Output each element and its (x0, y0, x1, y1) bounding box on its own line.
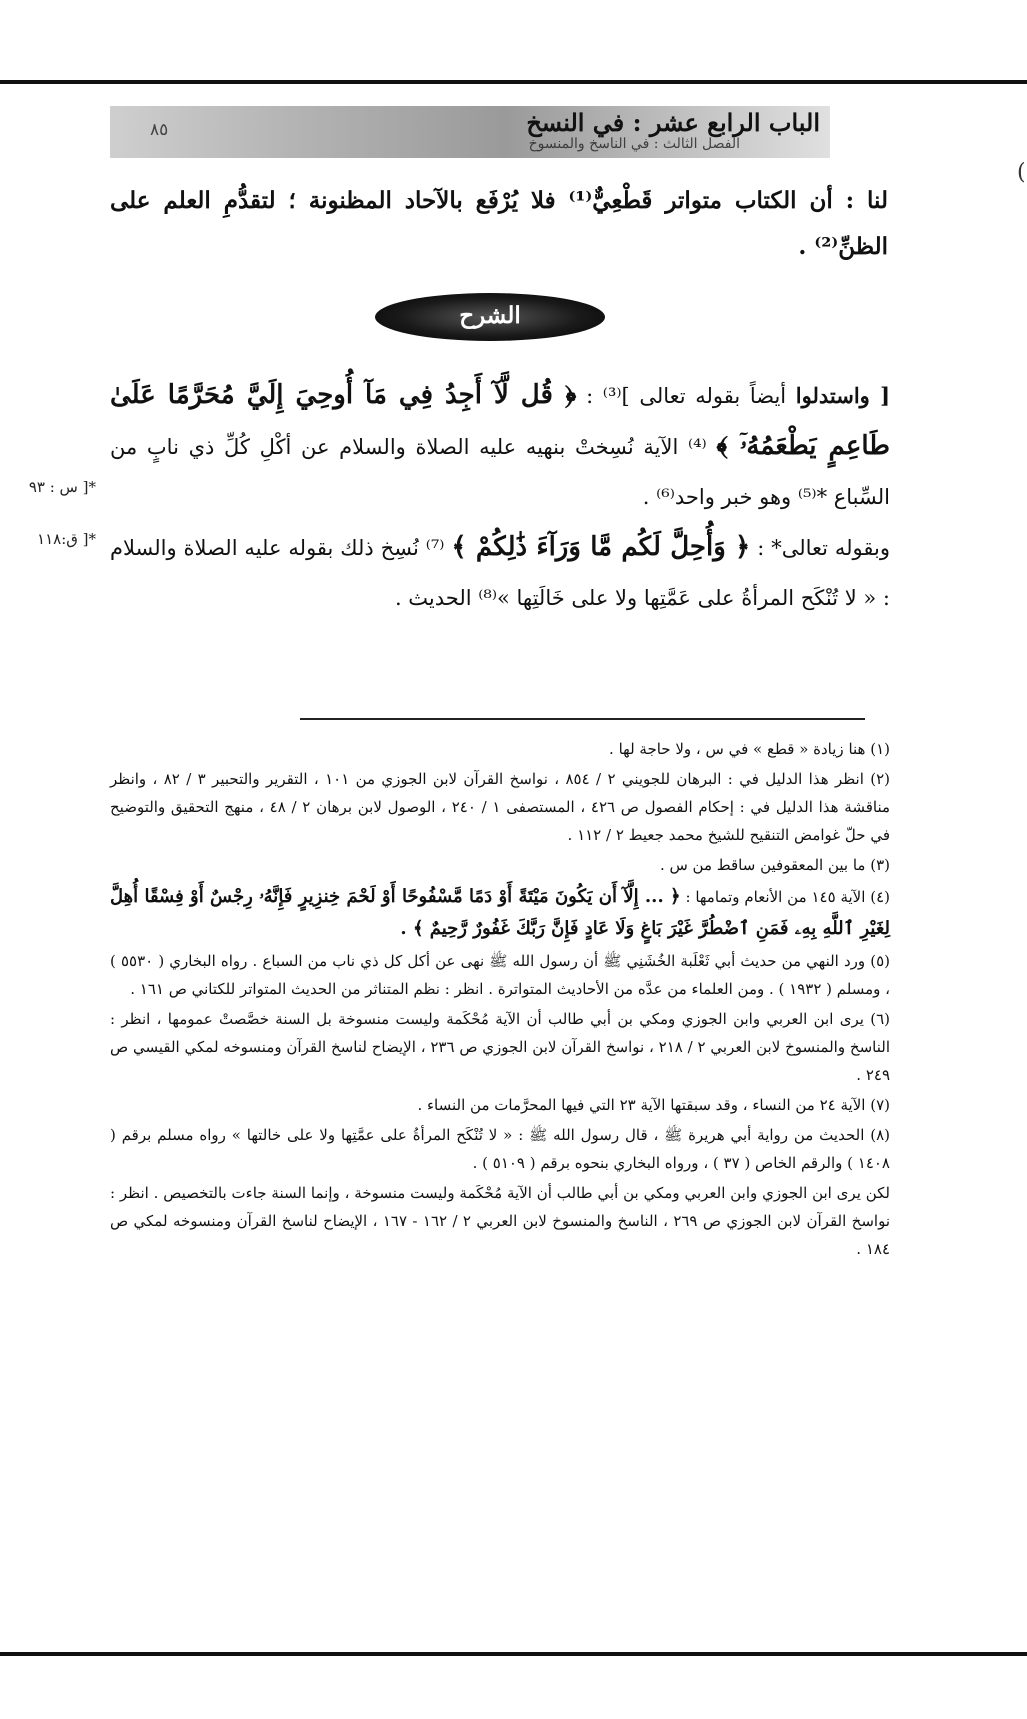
commentary-text-2: ⁽⁷⁾ نُسِخ ذلك بقوله عليه الصلاة والسلام : « لا تُنْكَح المرأةُ على عَمَّتِها ولا على خَالَتِها »⁽⁸⁾ الحديث . (110, 536, 890, 610)
margin-bracket-mark: ( (1017, 160, 1026, 185)
footnotes (110, 735, 890, 1263)
page-number: ٨٥ (150, 120, 169, 140)
footnote-3: (٣) ما بين المعقوفين ساقط من س . (659, 856, 890, 874)
margin-note-manuscript-q: *[ ق:١١٨ (37, 530, 96, 548)
bottom-rule (0, 1652, 1027, 1656)
commentary-paragraph-2 (110, 522, 890, 623)
footnote-8-continuation: لكن يرى ابن الجوزي وابن العربي ومكي بن أبي طالب أن الآية مُحْكَمة وليست منسوخة ، وإنما السنة جاءت بالتخصيص . انظر : نواسخ القرآن لابن الجوزي ص ٢٦٩ ، الناسخ والمنسوخ لابن العربي ٢ / ١٦٢ - ١٦٧ ، الإيضاح لناسخ القرآن ومنسوخه لمكي ص ١٨٤ . (110, 1184, 891, 1258)
section-subtitle: الفصل الثالث : في الناسخ والمنسوخ (528, 136, 740, 152)
quran-verse-1: ﴿ قُل لَّآ أَجِدُ فِي مَآ أُوحِيَ إِلَيَّ مُحَرَّمًا عَلَىٰ طَاعِمٍ يَطْعَمُهُۥٓ ﴾ (110, 380, 890, 461)
footnote-2: (٢) انظر هذا الدليل في : البرهان للجويني ٢ / ٨٥٤ ، نواسخ القرآن لابن الجوزي من ١٠١ ، التقرير والتحبير ٣ / ٨٢ ، وانظر مناقشة هذا الدليل في : إحكام الفصول ص ٤٢٦ ، المستصفى ١ / ٢٤٠ ، الوصول لابن برهان ٢ / ٤٨ ، منهج التحقيق والتوضيح في حلّ غوامض التنقيح للشيخ محمد جعيط ٢ / ١١٢ . (110, 770, 891, 844)
main-text-block (110, 178, 888, 270)
main-text: لنا : أن الكتاب متواتر قَطْعِيٌّ⁽¹⁾ فلا يُرْفَع بالآحاد المظنونة ؛ لتقدُّمِ العلم على الظنِّ⁽²⁾ . (110, 187, 888, 260)
running-header (110, 106, 830, 158)
commentary-lead: [ واستدلوا (795, 383, 891, 408)
footnote-8: (٨) الحديث من رواية أبي هريرة ﷺ ، قال رسول الله ﷺ : « لا تُنْكَح المرأةُ على عمَّتِها ولا على خالتها » رواه مسلم برقم ( ١٤٠٨ ) والرقم الخاص ( ٣٧ ) ، ورواه البخاري بنحوه برقم ( ٥١٠٩ ) . (110, 1126, 890, 1172)
commentary-block (110, 370, 890, 623)
top-rule (0, 80, 1027, 84)
footnote-1: (١) هنا زيادة « قطع » في س ، ولا حاجة لها . (609, 740, 890, 758)
commentary-intro-2: وبقوله تعالى* : (757, 536, 890, 560)
commentary-text-1: ⁽⁴⁾ الآية نُسِختْ بنهيه عليه الصلاة والسلام عن أكْلِ كُلِّ ذي نابٍ من السِّباع *⁽⁵⁾ وهو خبر واحد⁽⁶⁾ . (110, 435, 890, 509)
margin-note-manuscript-s: *[ س : ٩٣ (28, 478, 96, 496)
chapter-title: الباب الرابع عشر : في النسخ (526, 108, 820, 137)
footnote-separator (300, 718, 865, 720)
footnote-4-intro: (٤) الآية ١٤٥ من الأنعام وتمامها : (685, 888, 891, 906)
footnote-7: (٧) الآية ٢٤ من النساء ، وقد سبقتها الآية ٢٣ التي فيها المحرَّمات من النساء . (417, 1096, 890, 1114)
commentary-paragraph-1 (110, 370, 890, 522)
commentary-intro: أيضاً بقوله تعالى ]⁽³⁾ : (586, 384, 787, 408)
footnote-4-quran: ﴿ ... إِلَّآ أَن يَكُونَ مَيْتَةً أَوْ دَمًا مَّسْفُوحًا أَوْ لَحْمَ خِنزِيرٍ فَإِنَّهُۥ رِجْسٌ أَوْ فِسْقًا أُهِلَّ لِغَيْرِ ٱللَّهِ بِهِۦ فَمَنِ ٱضْطُرَّ غَيْرَ بَاغٍ وَلَا عَادٍ فَإِنَّ رَبَّكَ غَفُورٌ رَّحِيمٌ ﴾ . (110, 886, 890, 939)
footnote-5: (٥) ورد النهي من حديث أبي ثَعْلَبة الخُشَنِي ﷺ أن رسول الله ﷺ نهى عن أكل كل ذي ناب من السباع . رواه البخاري ( ٥٥٣٠ ) ، ومسلم ( ١٩٣٢ ) . ومن العلماء من عدَّه من الأحاديث المتواترة . انظر : نظم المتناثر من الحديث المتواتر للكتاني ص ١٦١ . (110, 952, 890, 998)
footnote-4 (110, 881, 890, 945)
quran-verse-2: ﴿ وَأُحِلَّ لَكُم مَّا وَرَآءَ ذَٰلِكُمْ ﴾ (451, 532, 751, 562)
sharh-badge: الشرح (375, 293, 605, 341)
footnote-6: (٦) يرى ابن العربي وابن الجوزي ومكي بن أبي طالب أن الآية مُحْكَمة وليست منسوخة بل السنة خصَّصتْ عمومها ، انظر : الناسخ والمنسوخ لابن العربي ٢ / ٢١٨ ، نواسخ القرآن لابن الجوزي ص ٢٣٦ ، الإيضاح لناسخ القرآن ومنسوخه لمكي القيسي ص ٢٤٩ . (110, 1010, 890, 1084)
